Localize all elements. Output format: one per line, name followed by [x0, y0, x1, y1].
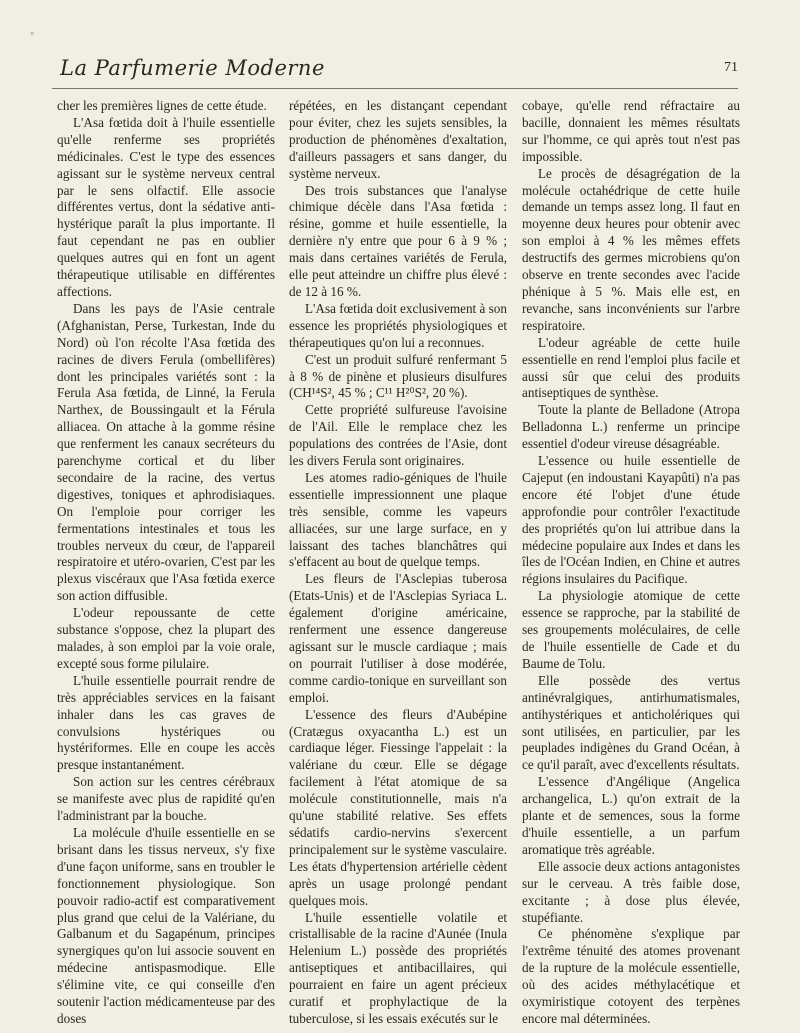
page-number: 71 — [724, 60, 738, 75]
corner-mark: ° — [30, 32, 35, 42]
paragraph: L'odeur agréable de cette huile essentielle en rend l'emploi plus facile et aussi sûr que celui des produits antiseptiques de synthèse. — [522, 334, 740, 401]
paragraph: L'huile essentielle pourrait rendre de très appréciables services en la faisant inhaler dans les cas graves de convulsions hystériques ou hystériformes. Elle en coupe les accès presque instantanément. — [57, 672, 275, 773]
paragraph: Le procès de désagrégation de la molécule octahédrique de cette huile demande un temps assez long. Il faut en moyenne deux heures pour obtenir avec son emploi à 4 % les mêmes effets destructifs des germes microbiens qu'on observe en trente secondes avec l'acide phénique à 5 %. Mais elle est, en revanche, sans inconvénients sur l'arbre respiratoire. — [522, 165, 740, 333]
paragraph: Dans les pays de l'Asie centrale (Afghanistan, Perse, Turkestan, Inde du Nord) où l'on récolte l'Asa fœtida des racines de divers Ferula (ombellifères) dont les principales variétés sont : la Ferula Asa fœtida, de Linné, la Ferula Narthex, de Boussingault et la Férula alliacea. On attache à la gomme résine que renferment les canaux secréteurs du parenchyme cortical et du liber secondaire de la racine, des vertus digestives, toniques et aphrodisiaques. On l'emploie pour corriger les fermentations intestinales et tous les troubles nerveux du cœur, de l'appareil respiratoire et utéro-ovarien, C'est par les plexus viscéraux que l'Asa fœtida exerce son action diffusible. — [57, 300, 275, 604]
magazine-logo: La Parfumerie Moderne — [60, 56, 325, 80]
paragraph: cobaye, qu'elle rend réfractaire au bacille, donnaient les mêmes résultats sur l'homme, ce qui après tout n'est pas impossible. — [522, 98, 740, 164]
paragraph: L'Asa fœtida doit à l'huile essentielle qu'elle renferme ses propriétés médicinales. C'est le type des essences agissant sur le système nerveux central par le sens olfactif. Elle associe différentes vertus, dont la sédative anti-hystérique paraît la plus importante. Il faut cependant ne pas en oublier quelques autres qui en font un agent thérapeutique utilisable en différentes affections. — [57, 114, 275, 299]
text-column-2 — [289, 98, 507, 1028]
paragraph: répétées, en les distançant cependant pour éviter, chez les sujets sensibles, la production de phénomènes d'exaltation, d'ailleurs passagers et sans danger, du système nerveux. — [289, 98, 507, 181]
paragraph: C'est un produit sulfuré renfermant 5 à 8 % de pinène et plusieurs disulfures (CH¹⁴S², 45 % ; C¹¹ H²⁰S², 20 %). — [289, 351, 507, 401]
paragraph: L'Asa fœtida doit exclusivement à son essence les propriétés physiologiques et thérapeutiques qu'on lui a reconnues. — [289, 300, 507, 350]
paragraph: Son action sur les centres cérébraux se manifeste avec plus de rapidité qu'en l'administrant par la bouche. — [57, 774, 275, 824]
paragraph: cher les premières lignes de cette étude. — [57, 98, 267, 113]
text-column-1 — [57, 98, 275, 1028]
paragraph: Toute la plante de Belladone (Atropa Belladonna L.) renferme un principe essentiel d'odeur vireuse désagréable. — [522, 402, 740, 452]
paragraph: Elle associe deux actions antagonistes sur le cerveau. A très faible dose, excitante ; à dose plus élevée, stupéfiante. — [522, 858, 740, 925]
paragraph: Elle possède des vertus antinévralgiques, antirhumatismales, antihystériques et anticholériques qui sont utilisées, en particulier, par les peuplades indigènes du Grand Océan, à ce qu'il paraît, avec d'excellents résultats. — [522, 672, 740, 773]
paragraph: Ce phénomène s'explique par l'extrême ténuité des atomes provenant de la rupture de la molécule essentielle, où des acides méthylacétique et oxymiristique cotoyent des terpènes encore mal déterminées. — [522, 926, 740, 1026]
paragraph: L'huile essentielle volatile et cristallisable de la racine d'Aunée (Inula Helenium L.) possède des propriétés antiseptiques et antibacillaires, qui pourraient en faire un agent précieux curatif et prophylactique de la tuberculose, si les essais exécutés sur le — [289, 909, 507, 1026]
paragraph: Cette propriété sulfureuse l'avoisine de l'Ail. Elle le remplace chez les populations des contrées de l'Asie, dont les divers Ferula sont originaires. — [289, 402, 507, 469]
text-column-3 — [522, 98, 740, 1028]
paragraph: Les atomes radio-géniques de l'huile essentielle impressionnent une plaque très sensible, comme les vapeurs alliacées, sur une large surface, en y laissant des taches blanchâtres qui s'effacent au bout de quelque temps. — [289, 469, 507, 570]
paragraph: La physiologie atomique de cette essence se rapproche, par la stabilité de ses groupements moléculaires, de celle de l'huile essentielle de Cade et du Baume de Tolu. — [522, 588, 740, 671]
paragraph: L'essence d'Angélique (Angelica archangelica, L.) qu'on extrait de la plante et de semences, sous la forme d'huile essentielle, a un parfum aromatique très agréable. — [522, 774, 740, 857]
paragraph: L'essence ou huile essentielle de Cajeput (en indoustani Kayapûti) n'a pas encore été l'objet d'une étude approfondie pour contrôler l'exactitude des propriétés qu'on lui attribue dans la médecine populaire aux Indes et dans les îles de l'Océan Indien, en Chine et autres régions insulaires du Pacifique. — [522, 453, 740, 587]
page-header — [52, 56, 738, 89]
paragraph: L'essence des fleurs d'Aubépine (Cratægus oxyacantha L.) est un cardiaque léger. Fiessinge l'appelait : la valériane du cœur. Elle se dégage facilement à l'état atomique de sa molécule constitutionnelle, mais n'a qu'une stabilité relative. Ses effets sédatifs cardio-nervins s'exercent principalement sur le système vasculaire. Les états d'hypertension artérielle cèdent après un usage prolongé pendant quelques mois. — [289, 706, 507, 908]
paragraph: L'odeur repoussante de cette substance s'oppose, chez la plupart des malades, à son emploi par la voie orale, excepté sous forme pilulaire. — [57, 605, 275, 671]
paragraph: Des trois substances que l'analyse chimique décèle dans l'Asa fœtida : résine, gomme et huile essentielle, la dernière n'y entre que pour 6 à 9 % ; mais dans certaines variétés de Ferula, elle peut atteindre un chiffre plus élevé : de 12 à 16 %. — [289, 182, 507, 299]
paragraph: Les fleurs de l'Asclepias tuberosa (Etats-Unis) et de l'Asclepias Syriaca L. également d'origine américaine, renferment une essence dangereuse agissant sur le muscle cardiaque ; mais on pourrait l'utiliser à dose modérée, comme cardio-tonique en surveillant son emploi. — [289, 571, 507, 705]
paragraph: La molécule d'huile essentielle en se brisant dans les tissus nerveux, s'y fixe d'une façon uniforme, sans en troubler le fonctionnement physiologique. Son pouvoir radio-actif est comparativement plus grand que celui de la Valériane, du Galbanum et du Sagapénum, principes synergiques qu'on lui associe souvent en médecine antispasmodique. Elle s'élimine vite, ce qui conseille d'en soutenir l'action médicamenteuse par des doses — [57, 824, 275, 1026]
